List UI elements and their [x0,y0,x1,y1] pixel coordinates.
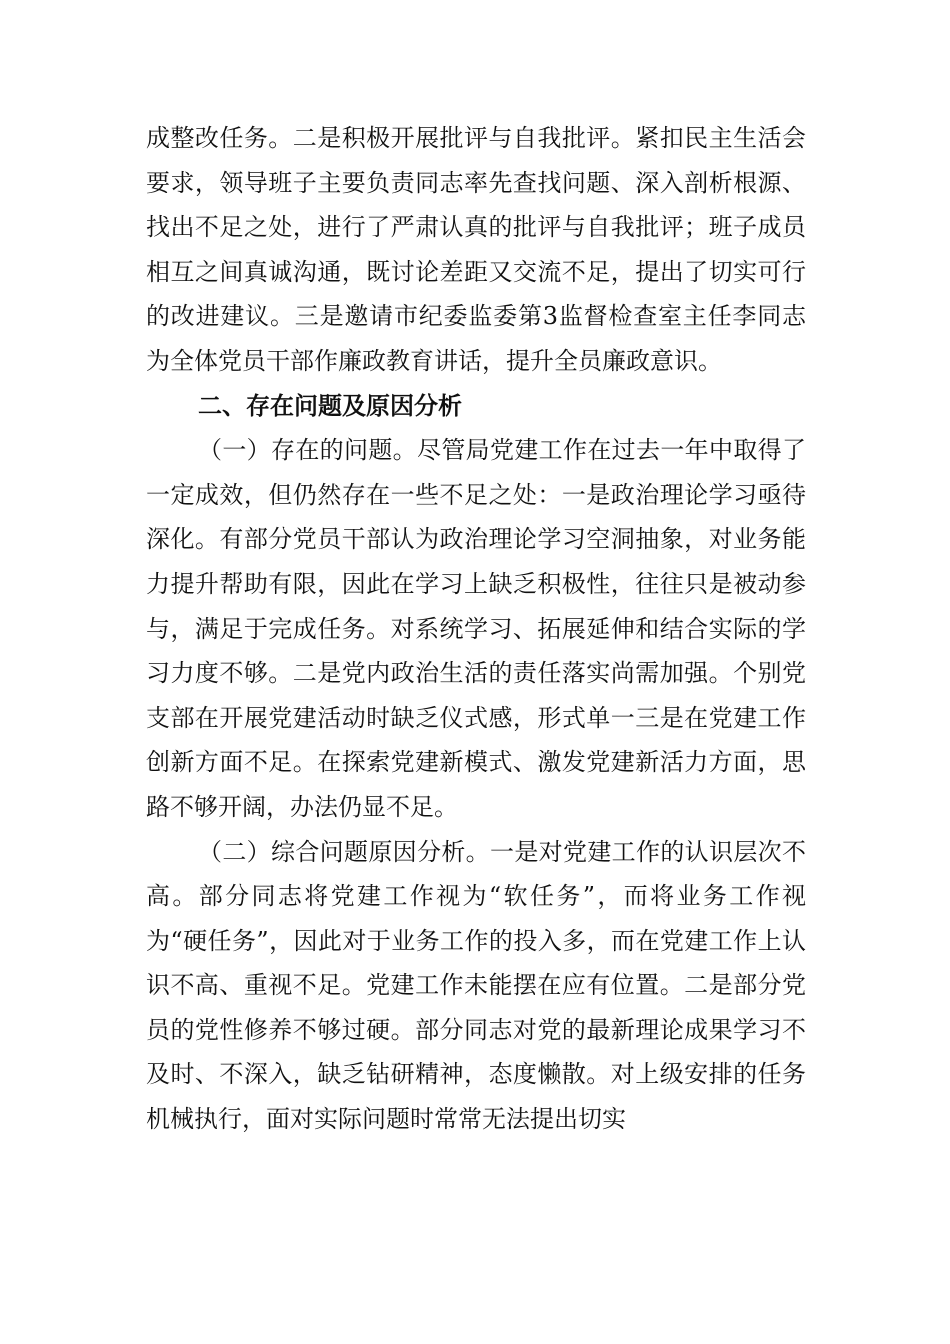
subsection-body: 尽管局党建工作在过去一年中取得了一定成效，但仍然存在一些不足之处：一是政治理论学习亟待深化。有部分党员干部认为政治理论学习空洞抽象，对业务能力提升帮助有限，因此在学习上缺乏积极性，往往只是被动参与，满足于完成任务。对系统学习、拓展延伸和结合实际的学习力度不够。二是党内政治生活的责任落实尚需加强。个别党支部在开展党建活动时缺乏仪式感，形式单一三是在党建工作创新方面不足。在探索党建新模式、激发党建新活力方面，思路不够开阔，办法仍显不足。 [146,436,806,821]
subsection-existing-problems [146,428,806,829]
subsection-title: （一）存在的问题。 [198,436,417,465]
document-body [146,116,806,1142]
subsection-cause-analysis [146,830,806,1142]
paragraph-continuation: 成整改任务。二是积极开展批评与自我批评。紧扣民主生活会要求，领导班子主要负责同志率先查找问题、深入剖析根源、找出不足之处，进行了严肃认真的批评与自我批评；班子成员相互之间真诚沟通，既讨论差距又交流不足，提出了切实可行的改进建议。三是邀请市纪委监委第3监督检查室主任李同志为全体党员干部作廉政教育讲话，提升全员廉政意识。 [146,124,806,375]
section-heading: 二、存在问题及原因分析 [198,391,462,420]
subsection-body: 一是对党建工作的认识层次不高。部分同志将党建工作视为“软任务”，而将业务工作视为“硬任务”，因此对于业务工作的投入多，而在党建工作上认识不高、重视不足。党建工作未能摆在应有位置。二是部分党员的党性修养不够过硬。部分同志对党的最新理论成果学习不及时、不深入，缺乏钻研精神，态度懒散。对上级安排的任务机械执行，面对实际问题时常常无法提出切实 [146,837,806,1134]
subsection-title: （二）综合问题原因分析。 [198,837,490,866]
